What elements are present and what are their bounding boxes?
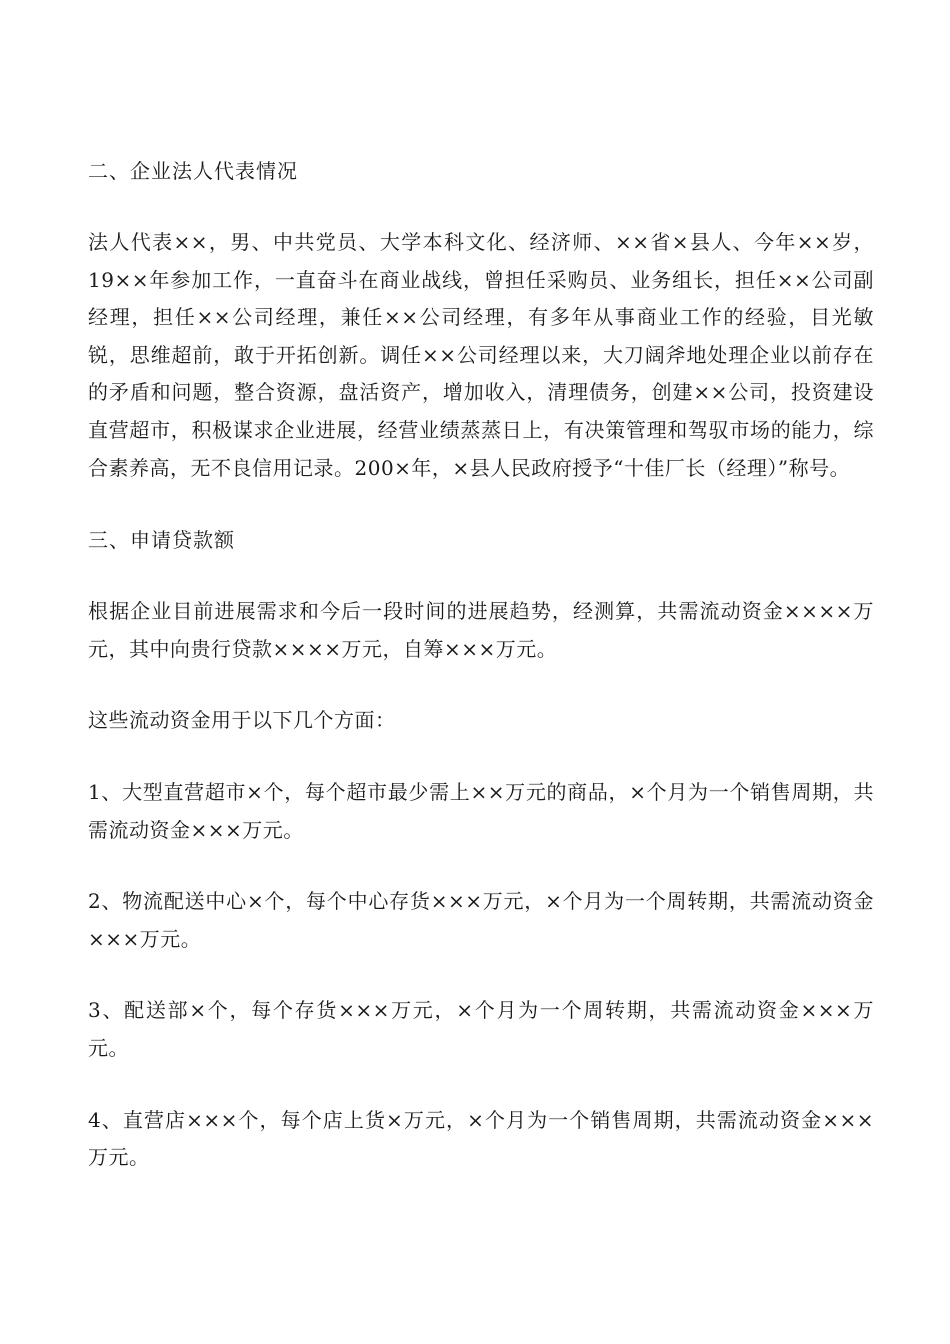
list-item-1: 1、大型直营超市×个，每个超市最少需上××万元的商品，×个月为一个销售周期，共需流动资金×××万元。 [88,779,874,842]
list-item-3: 3、配送部×个，每个存货×××万元，×个月为一个周转期，共需流动资金×××万元。 [88,998,874,1060]
list-item-4: 4、直营店×××个，每个店上货×万元，×个月为一个销售周期，共需流动资金×××万元。 [88,1107,874,1170]
list-item-2: 2、物流配送中心×个，每个中心存货×××万元，×个月为一个周转期，共需流动资金×××万元。 [88,889,874,951]
document-body [88,152,874,1211]
section-2-heading: 二、企业法人代表情况 [88,159,298,183]
section-3-heading: 三、申请贷款额 [88,528,235,553]
section-2-body: 法人代表××，男、中共党员、大学本科文化、经济师、××省×县人、今年××岁，19××年参加工作，一直奋斗在商业战线，曾担任采购员、业务组长，担任××公司副经理，担任××公司经理，兼任××公司经理，有多年从事商业工作的经验，目光敏锐，思维超前，敢于开拓创新。调任××公司经理以来，大刀阔斧地处理企业以前存在的矛盾和问题，整合资源，盘活资产，增加收入，清理债务，创建××公司，投资建设直营超市，积极谋求企业进展，经营业绩蒸蒸日上，有决策管理和驾驭市场的能力，综合素养高，无不良信用记录。200×年，×县人民政府授予“十佳厂长（经理）”称号。 [88,230,874,480]
section-3-body: 根据企业目前进展需求和今后一段时间的进展趋势，经测算，共需流动资金××××万元，其中向贵行贷款××××万元，自筹×××万元。 [88,599,874,661]
section-3-intro: 这些流动资金用于以下几个方面： [88,708,396,733]
